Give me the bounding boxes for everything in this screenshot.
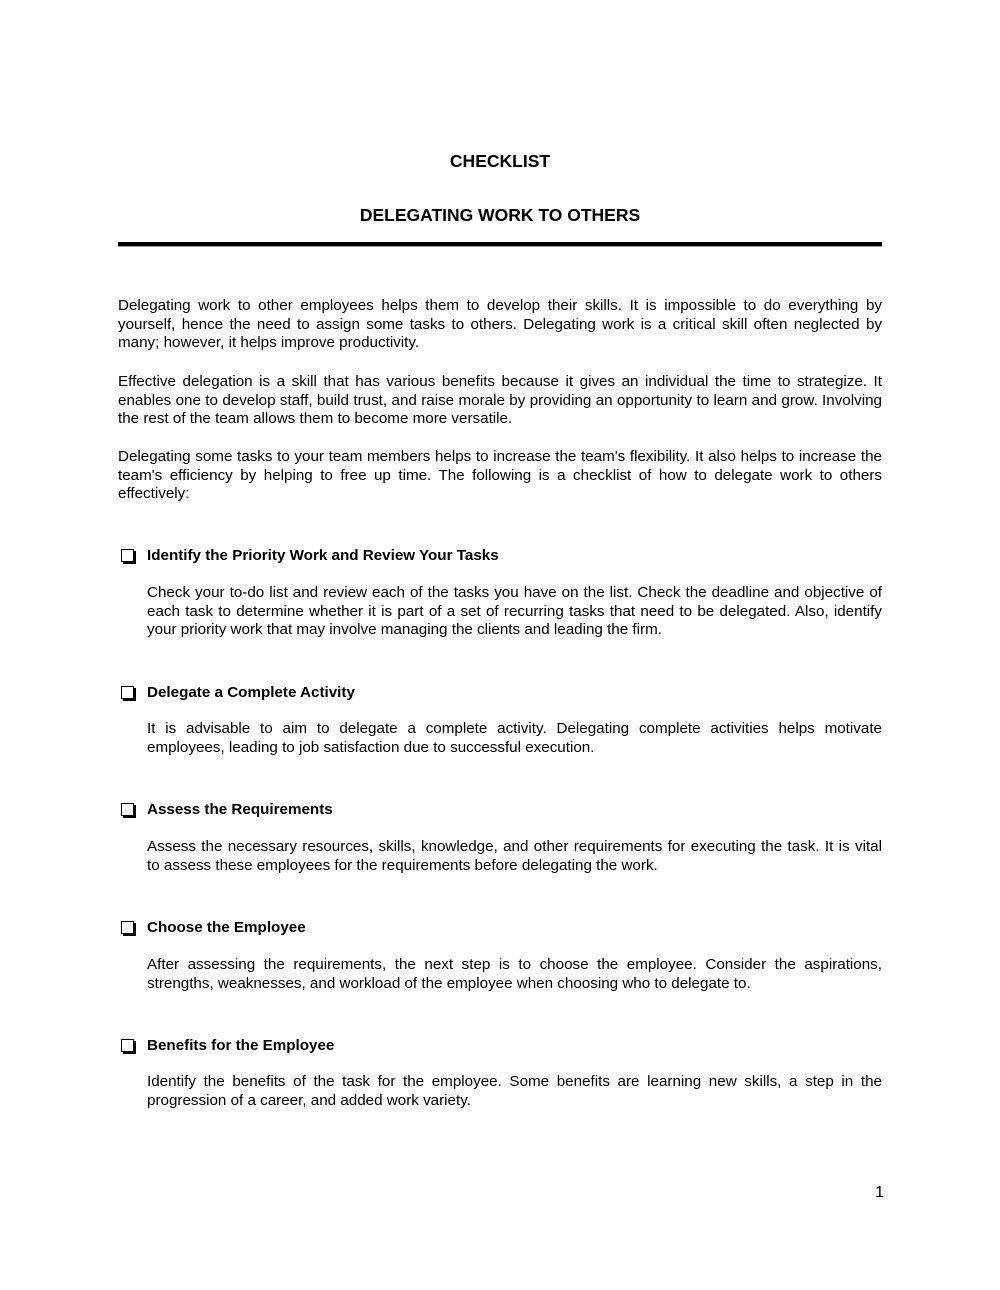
checklist-item-4 [118, 917, 882, 937]
checkbox-icon[interactable] [121, 686, 134, 699]
checkbox-icon[interactable] [121, 921, 134, 934]
checkbox-icon[interactable] [121, 803, 134, 816]
checklist-item-body: After assessing the requirements, the next step is to choose the employee. Consider the aspirations, strengths, weaknesses, and workload of the employee when choosing who to delegate to. [147, 956, 882, 992]
checklist-item-1 [118, 545, 882, 565]
checklist-item-body: Check your to-do list and review each of the tasks you have on the list. Check the deadline and objective of each task to determine whether it is part of a set of recurring tasks that need to be delegated. Also, identify your priority work that may involve managing the clients and leading the firm. [147, 584, 882, 639]
intro-paragraph-1: Delegating work to other employees helps them to develop their skills. It is impossible to do everything by yourself, hence the need to assign some tasks to others. Delegating work is a critical skill often neglected by many; however, it helps improve productivity. [118, 297, 882, 352]
checklist-item-body: It is advisable to aim to delegate a complete activity. Delegating complete activities helps motivate employees, leading to job satisfaction due to successful execution. [147, 720, 882, 756]
checkbox-icon[interactable] [121, 1039, 134, 1052]
checklist-item-3 [118, 799, 882, 819]
document-title: CHECKLIST [449, 151, 551, 171]
checklist-item-body: Assess the necessary resources, skills, knowledge, and other requirements for executing the task. It is vital to assess these employees for the requirements before delegating the work. [147, 838, 882, 874]
checklist-item-title: Choose the Employee [147, 918, 306, 936]
header-divider [118, 242, 882, 246]
checklist-item-title: Identify the Priority Work and Review Your Tasks [147, 546, 499, 564]
page-number: 1 [875, 1184, 884, 1201]
checkbox-icon[interactable] [121, 549, 134, 562]
intro-paragraph-3: Delegating some tasks to your team members helps to increase the team's flexibility. It also helps to increase the team's efficiency by helping to free up time. The following is a checklist of how to delegate work to others effectively: [118, 448, 882, 503]
checklist-item-title: Assess the Requirements [147, 800, 333, 818]
checklist-item-title: Delegate a Complete Activity [147, 683, 355, 701]
checklist-item-2 [118, 682, 882, 702]
checklist-item-5 [118, 1035, 882, 1055]
document-subtitle: DELEGATING WORK TO OTHERS [359, 205, 641, 225]
intro-paragraph-2: Effective delegation is a skill that has various benefits because it gives an individual the time to strategize. It enables one to develop staff, build trust, and raise morale by providing an opportunity to learn and grow. Involving the rest of the team allows them to become more versatile. [118, 373, 882, 428]
checklist-item-body: Identify the benefits of the task for the employee. Some benefits are learning new skills, a step in the progression of a career, and added work variety. [147, 1073, 882, 1109]
checklist-item-title: Benefits for the Employee [147, 1036, 335, 1054]
